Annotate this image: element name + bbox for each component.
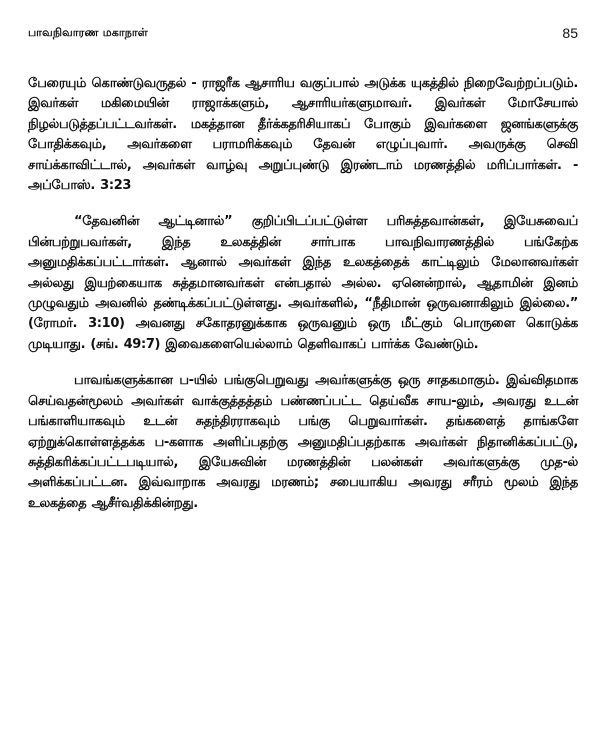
- running-title: பாவநிவாரண மகாநாள்: [28, 25, 148, 39]
- running-header: [28, 22, 578, 44]
- body-text: [28, 74, 578, 530]
- page-number: 85: [562, 25, 578, 41]
- paragraph-3: பாவங்களுக்கான ப-யில் பங்குபெறுவது அவர்களுக்கு ஒரு சாதகமாகும். இவ்விதமாக செய்வதன்மூலம் அவர்கள் வாக்குத்தத்தம் பண்ணப்பட்ட தெய்வீக சாய-லும், அவரது உடன் பங்காளியாகவும் உடன் சுதந்திரராகவும் பங்கு பெறுவார்கள். தங்களைத் தாங்களே ஏற்றுக்கொள்ளத்தக்க ப-களாக அளிப்பதற்கு அனுமதிப்பதற்காக அவர்கள் நிதானிக்கப்பட்டு, சுத்திகரிக்கப்பட்டபடியால், இயேசுவின் மரணத்தின் பலன்கள் அவர்களுக்கு முத-ல் அளிக்கப்பட்டன. இவ்வாறாக அவரது மரணம்; சபையாகிய அவரது சரீரம் மூலம் இந்த உலகத்தை ஆசீர்வதிக்கின்றது.: [28, 373, 578, 511]
- paragraph-2: “தேவனின் ஆட்டினால்” குறிப்பிடப்பட்டுள்ள பரிசுத்தவான்கள், இயேசுவைப் பின்பற்றுபவர்கள், இந்த உலகத்தின் சார்பாக பாவநிவாரணத்தில் பங்கேற்க அனுமதிக்கப்பட்டார்கள். ஆனால் அவர்கள் இந்த உலகத்தைக் காட்டிலும் மேலானவர்கள் அல்லது இயற்கையாக சுத்தமானவர்கள் என்பதால் அல்ல. ஏனென்றால், ஆதாமின் இனம் முழுவதும் அவனில் தண்டிக்கப்பட்டுள்ளது. அவர்களில், “நீதிமான் ஒருவனாகிலும் இல்லை.” (ரோமர். 3:10) அவனது சகோதரனுக்காக ஒருவனும் ஒரு மீட்கும் பொருளை கொடுக்க முடியாது. (சங். 49:7) இவைகளையெல்லாம் தெளிவாகப் பார்க்க வேண்டும்.: [28, 214, 578, 352]
- paragraph-1: பேரையும் கொண்டுவருதல் - ராஜரீக ஆசாரிய வகுப்பால் அடுக்க யுகத்தில் நிறைவேற்றப்படும். இவர்கள் மகிமையின் ராஜாக்களும், ஆசாரியர்களுமாவர். இவர்கள் மோசேயால் நிழல்படுத்தப்பட்டவர்கள். மகத்தான தீர்க்கதரிசியாகப் போகும் இவர்களை ஜனங்களுக்கு போதிக்கவும், அவர்களை பராமரிக்கவும் தேவன் எழுப்புவார். அவருக்கு செவி சாய்க்காவிட்டால், அவர்கள் வாழ்வு அறுப்புண்டு இரண்டாம் மரணத்தில் மரிப்பார்கள். - அப்போஸ். 3:23: [28, 76, 578, 194]
